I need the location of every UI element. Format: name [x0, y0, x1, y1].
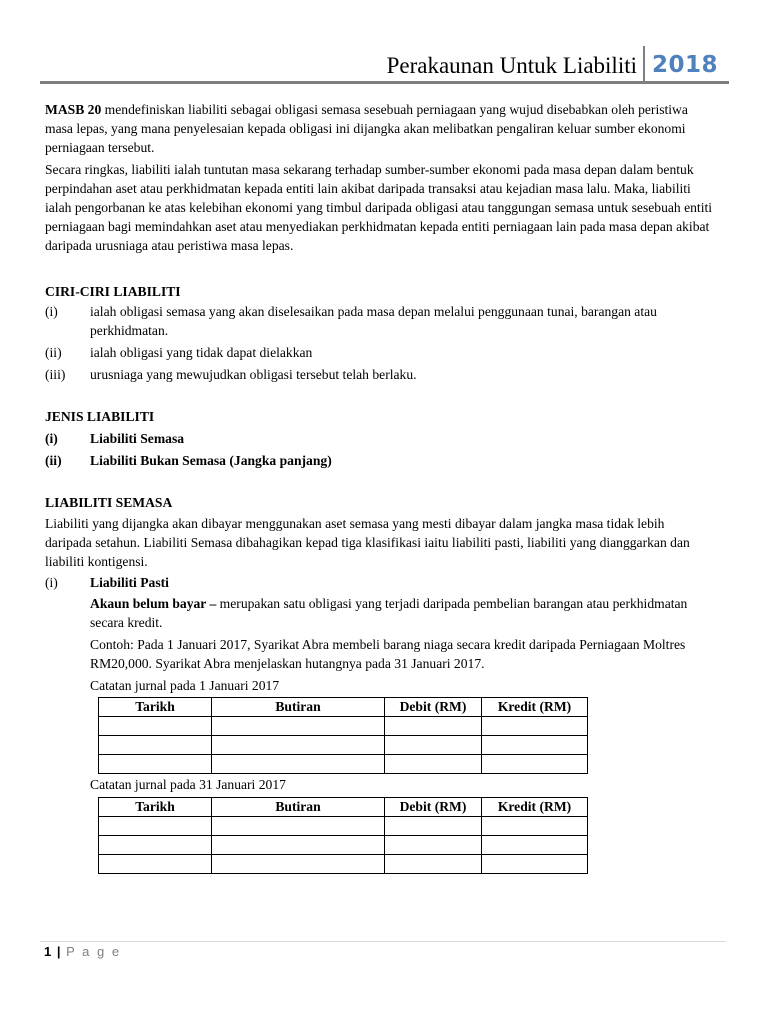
intro-p1-line2: masa lepas, yang mana penyelesaian kepada obligasi ini dijangka akan melibatkan pengaliran keluar sumber ekonomi: [45, 121, 686, 136]
table-row: [99, 736, 588, 755]
pasti-label: Liabiliti Pasti: [90, 575, 169, 590]
ciri-item-2-num: (ii): [45, 345, 62, 360]
table-cell[interactable]: [212, 717, 385, 736]
ciri-item-1-num: (i): [45, 304, 58, 319]
header-title: Perakaunan Untuk Liabiliti: [386, 53, 637, 78]
contoh-line1: Contoh: Pada 1 Januari 2017, Syarikat Abra membeli barang niaga secara kredit daripada Perniagaan Moltres: [90, 637, 686, 652]
table-cell[interactable]: [99, 736, 212, 755]
table-header-row: [99, 698, 588, 717]
semasa-line1: Liabiliti yang dijangka akan dibayar menggunakan aset semasa yang mesti dibayar dalam jangka masa tidak lebih: [45, 516, 665, 531]
intro-p2-line3: ialah pengorbanan ke atas kelebihan ekonomi yang timbul daripada obligasi atau tanggungan semasa untuk sesebuah entiti: [45, 200, 713, 215]
col-butiran: Butiran: [212, 698, 385, 717]
col-kredit: Kredit (RM): [482, 798, 588, 817]
intro-p2-line2: perpindahan aset atau perkhidmatan kepada entiti lain akibat daripada transaksi atau kejadian masa lalu. Maka, liabiliti: [45, 181, 691, 196]
intro-p2-line1: Secara ringkas, liabiliti ialah tuntutan masa sekarang terhadap sumber-sumber ekonomi pada masa depan dalam bentuk: [45, 162, 694, 177]
table-header-row: [99, 798, 588, 817]
journal-caption-1: Catatan jurnal pada 1 Januari 2017: [90, 678, 280, 693]
semasa-line2: daripada setahun. Liabiliti Semasa dibahagikan kepad tiga klasifikasi iaitu liabiliti pasti, liabiliti yang dianggarkan dan: [45, 535, 690, 550]
ciri-item-3-num: (iii): [45, 367, 66, 382]
table-row: [99, 855, 588, 874]
page-footer: [44, 944, 121, 959]
table-cell[interactable]: [482, 736, 588, 755]
footer-separator: |: [56, 944, 61, 959]
table-cell[interactable]: [99, 717, 212, 736]
akaun-line2: secara kredit.: [90, 615, 163, 630]
intro-p1-line3: perniagaan tersebut.: [45, 140, 155, 155]
ciri-item-1-line2: perkhidmatan.: [90, 323, 169, 338]
table-cell[interactable]: [482, 717, 588, 736]
table-cell[interactable]: [99, 855, 212, 874]
table-cell[interactable]: [212, 736, 385, 755]
semasa-line3: liabiliti kontigensi.: [45, 554, 148, 569]
ciri-item-3-line1: urusniaga yang mewujudkan obligasi tersebut telah berlaku.: [90, 367, 417, 382]
col-kredit: Kredit (RM): [482, 698, 588, 717]
col-debit: Debit (RM): [385, 698, 482, 717]
table-cell[interactable]: [99, 817, 212, 836]
ciri-item-1-line1: ialah obligasi semasa yang akan diselesaikan pada masa depan melalui penggunaan tunai, barangan atau: [90, 304, 657, 319]
semasa-heading: LIABILITI SEMASA: [45, 495, 173, 510]
table-cell[interactable]: [212, 836, 385, 855]
col-butiran: Butiran: [212, 798, 385, 817]
jenis-heading: JENIS LIABILITI: [45, 409, 155, 424]
col-tarikh: Tarikh: [99, 798, 212, 817]
journal-table-1: [98, 697, 588, 774]
table-row: [99, 717, 588, 736]
journal-table-2: [98, 797, 588, 874]
col-tarikh: Tarikh: [99, 698, 212, 717]
table-cell[interactable]: [482, 855, 588, 874]
table-row: [99, 817, 588, 836]
ciri-item-2-line1: ialah obligasi yang tidak dapat dielakkan: [90, 345, 313, 360]
journal-caption-2: Catatan jurnal pada 31 Januari 2017: [90, 777, 286, 792]
header-year: 2018: [652, 52, 719, 78]
jenis-item-2-label: Liabiliti Bukan Semasa (Jangka panjang): [90, 453, 332, 468]
footer-rule: [40, 941, 726, 942]
jenis-item-1-num: (i): [45, 431, 58, 446]
akaun-label: Akaun belum bayar –: [90, 596, 217, 611]
table-cell[interactable]: [385, 736, 482, 755]
table-cell[interactable]: [385, 836, 482, 855]
intro-p2-line5: daripada urusniaga atau peristiwa masa lepas.: [45, 238, 294, 253]
table-row: [99, 836, 588, 855]
header-separator: [643, 46, 645, 82]
jenis-item-2-num: (ii): [45, 453, 62, 468]
header-rule: [40, 81, 729, 84]
page-header: [40, 44, 729, 84]
page-number: 1: [44, 944, 52, 959]
table-cell[interactable]: [212, 855, 385, 874]
intro-p1-text: mendefiniskan liabiliti sebagai obligasi semasa sesebuah perniagaan yang wujud disebabkan oleh peristiwa: [101, 102, 688, 117]
table-cell[interactable]: [482, 817, 588, 836]
ciri-heading: CIRI-CIRI LIABILITI: [45, 284, 181, 299]
table-cell[interactable]: [99, 755, 212, 774]
intro-p1-line1: [45, 101, 688, 119]
table-cell[interactable]: [482, 836, 588, 855]
akaun-line1: [90, 595, 687, 613]
table-cell[interactable]: [385, 755, 482, 774]
intro-p2-line4: perniagaan bagi memindahkan aset atau menyediakan perkhidmatan kepada entiti perniagaan lain pada masa depan akibat: [45, 219, 710, 234]
masb-label: MASB 20: [45, 102, 102, 117]
jenis-item-1-label: Liabiliti Semasa: [90, 431, 185, 446]
table-cell[interactable]: [385, 717, 482, 736]
col-debit: Debit (RM): [385, 798, 482, 817]
page-label: P a g e: [66, 944, 122, 959]
table-cell[interactable]: [385, 817, 482, 836]
table-cell[interactable]: [385, 855, 482, 874]
table-cell[interactable]: [212, 755, 385, 774]
akaun-text: merupakan satu obligasi yang terjadi daripada pembelian barangan atau perkhidmatan: [216, 596, 688, 611]
pasti-num: (i): [45, 575, 58, 590]
table-cell[interactable]: [212, 817, 385, 836]
contoh-line2: RM20,000. Syarikat Abra menjelaskan hutangnya pada 31 Januari 2017.: [90, 656, 485, 671]
table-cell[interactable]: [99, 836, 212, 855]
table-cell[interactable]: [482, 755, 588, 774]
table-row: [99, 755, 588, 774]
